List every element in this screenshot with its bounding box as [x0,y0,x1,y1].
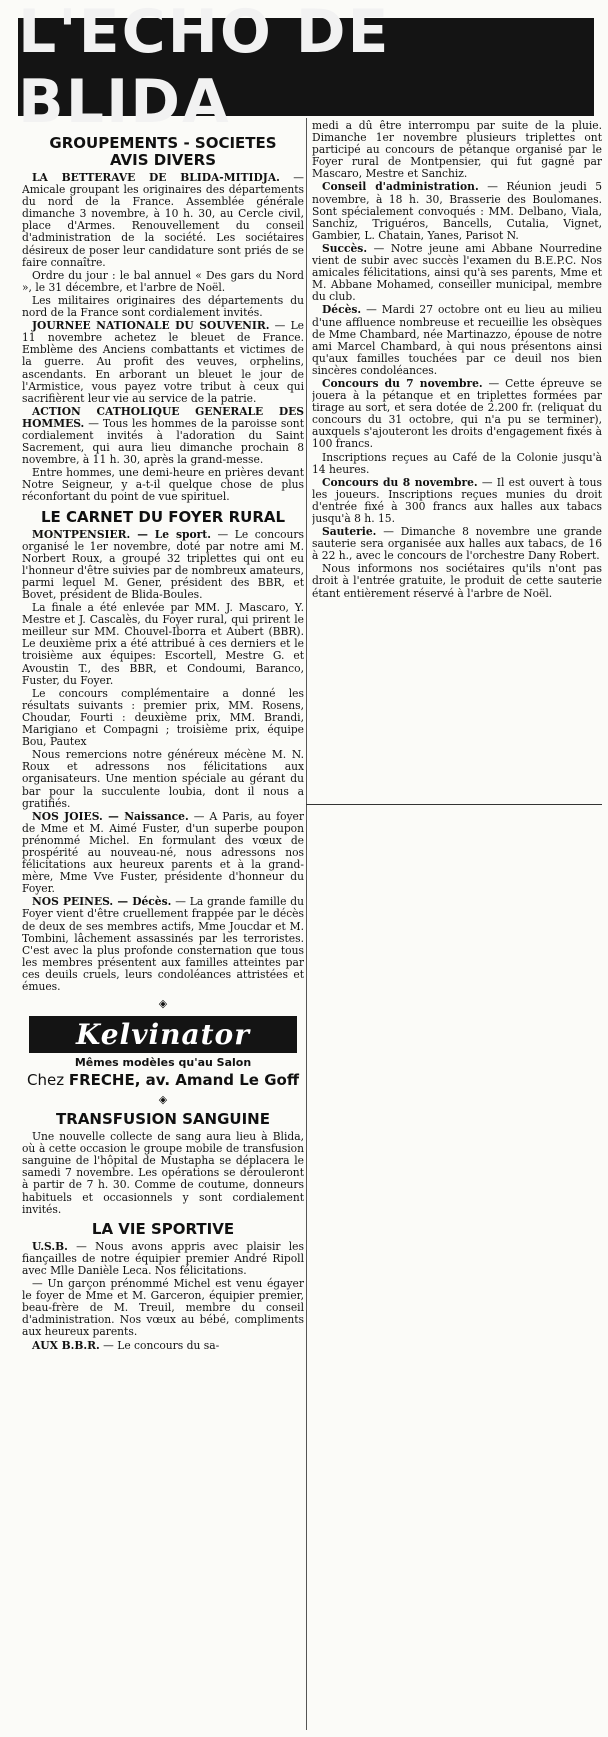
article-paragraph: ACTION CATHOLIQUE GENERALE DES HOMMES. — Tous les hommes de la paroisse sont cordialement invités à l'adoration du Saint Sacrement, qui aura lieu dimanche prochain 8 novembre, à 11 h. 30, après la grand-messe. [22,404,304,467]
heading-vie-sportive: LA VIE SPORTIVE [91,1219,235,1238]
article-paragraph: medi a dû être interrompu par suite de la pluie. Dimanche 1er novembre plusieurs triplettes ont participé au concours de pétanque organisé par le Foyer rural de Montpensier, qui fut gagné par Mascaro, Mestre et Sanchiz. [312,120,602,181]
ad-dealer: Chez FRECHE, av. Amand Le Goff [27,1071,299,1090]
article-paragraph: — Un garçon prénommé Michel est venu égayer le foyer de Mme et M. Garceron, équipier premier, beau-frère de M. Treuil, membre du conseil d'administration. Nos vœux au bébé, compliments aux heureux parents. [22,1277,304,1339]
article-paragraph: Concours du 8 novembre. — Il est ouvert à tous les joueurs. Inscriptions reçues munies du droit d'entrée fixé à 300 francs aux halles aux tabacs jusqu'à 8 h. 15. [312,475,602,525]
article-paragraph: LA BETTERAVE DE BLIDA-MITIDJA. — Amicale groupant les originaires des départements du nord de la France. Assemblée générale dimanche 3 novembre, à 10 h. 30, au Cercle civil, place d'Armes. Renouvellement du conseil d'administration de la société. Les sociétaires désireux de poser leur candidature sont priés de se faire connaître. [22,171,304,269]
kelvinator-logo: Kelvinator [29,1016,297,1053]
heading-avis-divers: AVIS DIVERS [109,151,217,169]
article-paragraph: Décès. — Mardi 27 octobre ont eu lieu au milieu d'une affluence nombreuse et recueillie les obsèques de Mme Chambard, née Martinazzo, épouse de notre ami Marcel Chambard, à qui nous présentons ainsi qu'aux familles touchées par ce deuil nos bien sincères condoléances. [312,303,602,377]
article-paragraph: NOS JOIES. — Naissance. — A Paris, au foyer de Mme et M. Aimé Fuster, d'un superbe poupon prénommé Michel. En formulant des vœux de prospérité au nouveau-né, nous adressons nos félicitations aux heureux parents et à la grand-mère, Mme Vve Fuster, présidente d'honneur du Foyer. [22,809,304,896]
separator-diamond-icon: ◈ [158,997,168,1011]
article-paragraph: Le concours complémentaire a donné les résultats suivants : premier prix, MM. Rosens, Choudar, Fourti : deuxième prix, MM. Brandi, Marigiano et Compagni ; troisième prix, équipe Bou, Pautex [22,686,304,749]
article-paragraph: MONTPENSIER. — Le sport. — Le concours organisé le 1er novembre, doté par notre ami M. Norbert Roux, a groupé 32 triplettes qui ont eu l'honneur d'être suivies par de nombreux amateurs, parmi lequel M. Gener, président des BBR, et Bovet, président de Blida-Boules. [22,527,304,601]
article-paragraph: Conseil d'administration. — Réunion jeudi 5 novembre, à 18 h. 30, Brasserie des Boulomanes. Sont spécialement convoqués : MM. Delbano, Viala, Sanchiz, Triguéros, Bancells, Cutalia, Vignet, Gambier, L. Chatain, Yanes, Parisot N. [312,180,602,242]
article-paragraph: U.S.B. — Nous avons appris avec plaisir les fiançailles de notre équipier premier André Ripoll avec Mlle Danièle Leca. Nos félicitations. [22,1239,304,1277]
heading-groupements: GROUPEMENTS - SOCIETES [49,134,277,152]
article-paragraph: JOURNEE NATIONALE DU SOUVENIR. — Le 11 novembre achetez le bleuet de France. Emblème des Anciens combattants et victimes de la guerre. Au profit des veuves, orphelins, ascendants. En arborant un bleuet le jour de l'Armistice, vous payez votre tribut à ceux qui sacrifièrent leur vie au service de la patrie. [22,319,304,405]
article-paragraph: Concours du 7 novembre. — Cette épreuve se jouera à la pétanque et en triplettes formées par tirage au sort, et sera dotée de 2.200 fr. (reliquat du concours du 31 octobre, qui n'a pu se terminer), auxquels s'ajouteront les droits d'engagement fixés à 100 francs. [312,376,602,451]
separator-diamond-icon: ◈ [158,1093,168,1107]
article-paragraph: Succès. — Notre jeune ami Abbane Nourredine vient de subir avec succès l'examen du B.E.P.C. Nos amicales félicitations, ainsi qu'à ses parents, Mme et M. Abbane Mohamed, conseiller municipal, membre du club. [312,241,602,304]
article-paragraph: Ordre du jour : le bal annuel « Des gars du Nord », le 31 décembre, et l'arbre de Noël. [22,268,304,294]
kelvinator-advertisement [22,1016,304,1089]
heading-transfusion: TRANSFUSION SANGUINE [56,1110,270,1129]
article-paragraph: Les militaires originaires des départements du nord de la France sont cordialement invités. [22,293,304,320]
left-column [22,130,304,1730]
column-rule [306,118,307,1730]
article-paragraph: Nous informons nos sociétaires qu'ils n'ont pas droit à l'entrée gratuite, le produit de cette sauterie étant entièrement réservé à l'arbre de Noël. [312,562,602,600]
article-paragraph: NOS PEINES. — Décès. — La grande famille du Foyer vient d'être cruellement frappée par le décès de deux de ses membres actifs, Mme Joucdar et M. Tombini, lâchement assassinés par les terroristes. C'est avec la plus profonde consternation que tous les membres présentent aux familles atteintes par ces deuils cruels, leurs condoléances attristées et émues. [22,895,304,993]
column-end-rule [306,804,602,805]
article-paragraph: La finale a été enlevée par MM. J. Mascaro, Y. Mestre et J. Cascalès, du Foyer rural, qui prirent le meilleur sur MM. Chouvel-Iborra et Aubert (BBR). Le deuxième prix a été attribué à ces derniers et le troisième aux équipes: Escortell, Mestre G. et Avoustin T., des BBR, et Condoumi, Baranco, Fuster, du Foyer. [22,601,304,687]
right-column [312,120,602,800]
masthead-title: L'ECHO DE BLIDA [18,18,594,116]
ad-tagline: Mêmes modèles qu'au Salon [74,1056,252,1070]
article-paragraph: Inscriptions reçues au Café de la Colonie jusqu'à 14 heures. [312,450,602,476]
heading-carnet-foyer-rural: LE CARNET DU FOYER RURAL [40,507,286,526]
article-paragraph: Une nouvelle collecte de sang aura lieu à Blida, où à cette occasion le groupe mobile de transfusion sanguine de l'hôpital de Mustapha se déplacera le samedi 7 novembre. Les opérations se dérouleront à partir de 7 h. 30. Comme de coutume, donneurs habituels et occasionnels y sont cordialement invités. [22,1130,304,1216]
article-paragraph: AUX B.B.R. — Le concours du sa- [32,1338,220,1352]
article-paragraph: Nous remercions notre généreux mécène M. N. Roux et adressons nos félicitations aux organisateurs. Une mention spéciale au gérant du bar pour la succulente loubia, dont il nous a gratifiés. [22,748,304,810]
article-paragraph: Entre hommes, une demi-heure en prières devant Notre Seigneur, y a-t-il quelque chose de plus réconfortant du point de vue spirituel. [22,466,304,504]
article-paragraph: Sauterie. — Dimanche 8 novembre une grande sauterie sera organisée aux halles aux tabacs, de 16 à 22 h., avec le concours de l'orchestre Dany Robert. [312,525,602,563]
